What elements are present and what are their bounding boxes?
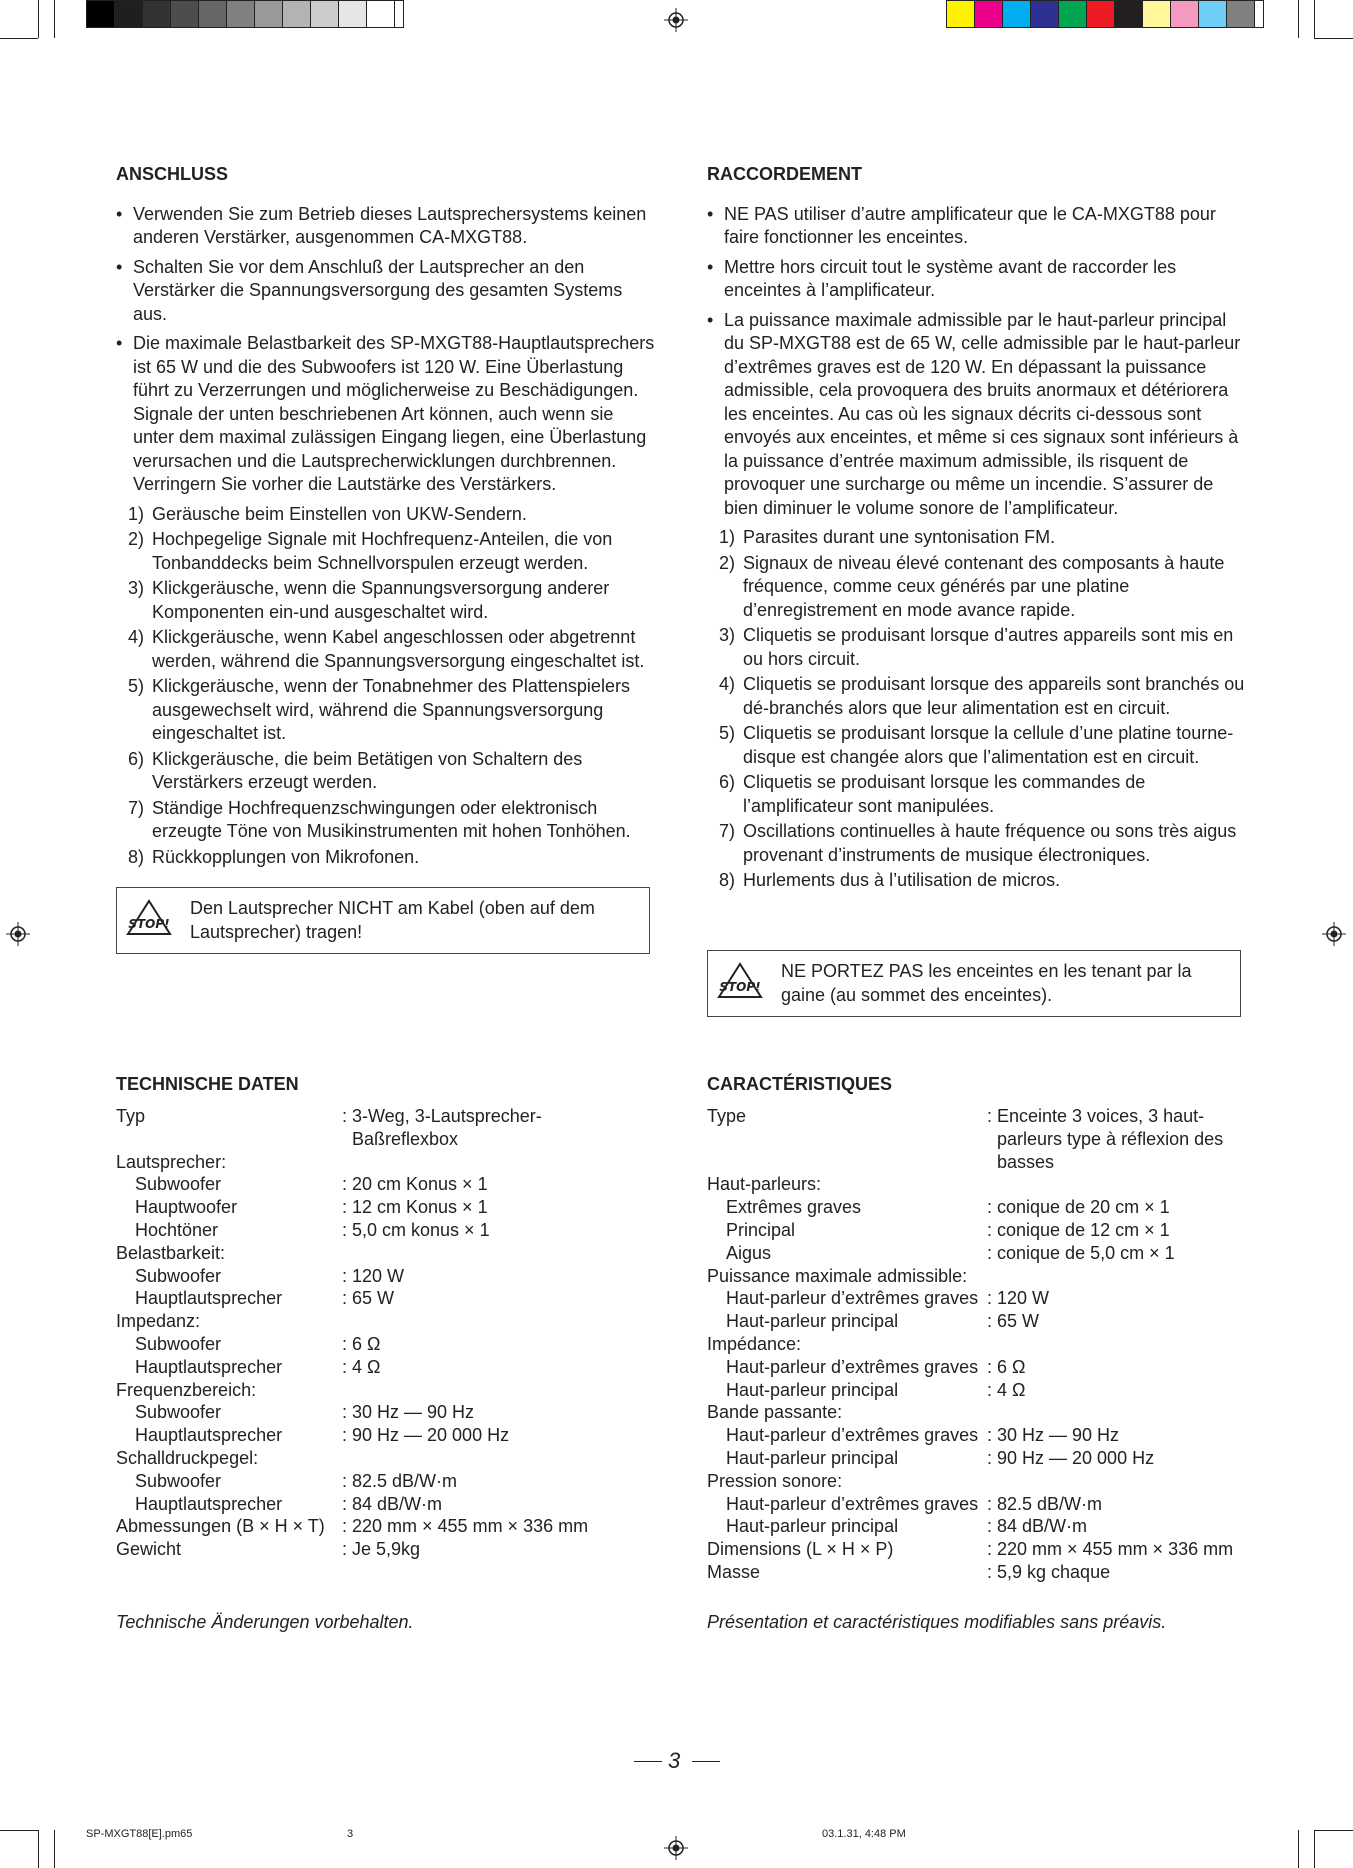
spec-colon: : bbox=[987, 1539, 993, 1560]
spec-row bbox=[707, 1561, 1233, 1584]
spec-label: Bande passante: bbox=[707, 1402, 843, 1423]
spec-colon: : bbox=[342, 1288, 348, 1309]
color-swatch bbox=[1143, 1, 1171, 27]
spec-row bbox=[116, 1538, 588, 1561]
color-swatch bbox=[1199, 1, 1227, 27]
de-connection-section bbox=[116, 163, 656, 871]
spec-label: Frequenzbereich: bbox=[116, 1379, 257, 1400]
spec-label: Belastbarkeit: bbox=[116, 1242, 226, 1263]
fr-specs-section bbox=[707, 1074, 1247, 1584]
de-caution-text: Den Lautsprecher NICHT am Kabel (oben auf dem Lautsprecher) tragen! bbox=[190, 898, 595, 942]
spec-label: Haut-parleur principal bbox=[726, 1311, 899, 1332]
spec-colon bbox=[987, 1333, 997, 1356]
spec-label: Haut-parleur d’extrêmes graves bbox=[726, 1493, 979, 1514]
bullet-item: • NE PAS utiliser d’autre amplificateur que le CA-MXGT88 pour faire fonctionner les enceintes. bbox=[707, 203, 1247, 250]
color-swatch bbox=[1227, 1, 1255, 27]
spec-row bbox=[116, 1219, 588, 1242]
spec-value: 84 dB/W·m bbox=[997, 1516, 1088, 1537]
fr-connection-bullets bbox=[707, 203, 1247, 521]
fr-connection-heading: RACCORDEMENT bbox=[707, 164, 862, 184]
spec-value bbox=[352, 1151, 588, 1174]
de-connection-bullets bbox=[116, 203, 656, 497]
spec-label: Haut-parleurs: bbox=[707, 1174, 822, 1195]
color-swatch bbox=[1003, 1, 1031, 27]
fr-caution-text: NE PORTEZ PAS les enceintes en les tenant par la gaine (au sommet des enceintes). bbox=[781, 961, 1192, 1005]
spec-row bbox=[116, 1356, 588, 1379]
spec-row bbox=[707, 1401, 1233, 1424]
spec-label: Impedanz: bbox=[116, 1311, 201, 1332]
spec-label: Haut-parleur principal bbox=[726, 1447, 899, 1468]
spec-colon: : bbox=[987, 1447, 993, 1468]
fr-signal-list bbox=[707, 526, 1247, 893]
list-item: 4) Cliquetis se produisant lorsque des appareils sont branchés ou dé-branchés alors que leur alimentation est en circuit. bbox=[719, 674, 1245, 718]
spec-value: Je 5,9kg bbox=[352, 1539, 421, 1560]
crop-mark bbox=[1314, 1830, 1353, 1831]
spec-label: Haut-parleur d’extrêmes graves bbox=[726, 1425, 979, 1446]
color-swatch bbox=[367, 1, 395, 27]
spec-row bbox=[116, 1196, 588, 1219]
crop-mark bbox=[1314, 38, 1353, 39]
spec-value: 90 Hz — 20 000 Hz bbox=[997, 1447, 1155, 1468]
spec-value: 3-Weg, 3-Lautsprecher- Baßreflexbox bbox=[352, 1106, 542, 1149]
bullet-item: • Schalten Sie vor dem Anschluß der Lautsprecher an den Verstärker die Spannungsversorgung des gesamten Systems aus. bbox=[116, 256, 656, 327]
spec-label: Haut-parleur d’extrêmes graves bbox=[726, 1356, 979, 1377]
spec-row bbox=[707, 1333, 1233, 1356]
footer-page: 3 bbox=[347, 1828, 354, 1840]
spec-row bbox=[116, 1424, 588, 1447]
spec-colon: : bbox=[987, 1425, 993, 1446]
spec-colon bbox=[342, 1447, 352, 1470]
svg-text:STOP!: STOP! bbox=[719, 980, 761, 994]
color-swatch bbox=[339, 1, 367, 27]
spec-colon bbox=[987, 1401, 997, 1424]
registration-mark-icon bbox=[6, 922, 30, 946]
registration-mark-icon bbox=[664, 1836, 688, 1860]
spec-colon bbox=[987, 1265, 997, 1288]
spec-label: Schalldruckpegel: bbox=[116, 1447, 259, 1468]
color-swatch bbox=[1115, 1, 1143, 27]
spec-value: 82.5 dB/W·m bbox=[352, 1470, 458, 1491]
spec-label: Hauptwoofer bbox=[135, 1197, 238, 1218]
spec-colon bbox=[987, 1470, 997, 1493]
spec-row bbox=[707, 1447, 1233, 1470]
grayscale-bar bbox=[86, 0, 404, 28]
spec-row bbox=[707, 1265, 1233, 1288]
spec-label: Impédance: bbox=[707, 1333, 802, 1354]
spec-colon: : bbox=[342, 1493, 348, 1514]
spec-label: Extrêmes graves bbox=[726, 1197, 862, 1218]
color-swatch bbox=[227, 1, 255, 27]
color-swatch bbox=[1171, 1, 1199, 27]
spec-colon: : bbox=[342, 1265, 348, 1286]
bullet-item: • Die maximale Belastbarkeit des SP-MXGT88-Hauptlautsprechers ist 65 W und die des Subwoofers ist 120 W. Eine Überlastung führt zu Verzerrungen und möglicherweise zu Beschädigungen. Signale der unten beschriebenen Art können, auch wenn sie unter dem maximal zulässigen Eingang liegen, eine Überlastung verursachen und die Lautsprecherwicklungen durchbrennen. Verringern Sie vorher die Lautstärke des Verstärkers. bbox=[116, 332, 656, 497]
crop-mark bbox=[54, 1830, 55, 1868]
fr-specs-table bbox=[707, 1105, 1233, 1584]
footer-date: 03.1.31, 4:48 PM bbox=[822, 1828, 906, 1840]
color-swatch bbox=[311, 1, 339, 27]
spec-value bbox=[997, 1470, 1233, 1493]
spec-value: 120 W bbox=[997, 1288, 1050, 1309]
fr-specs-footnote: Présentation et caractéristiques modifiables sans préavis. bbox=[707, 1612, 1167, 1632]
spec-colon bbox=[987, 1173, 997, 1196]
spec-label: Principal bbox=[726, 1219, 796, 1240]
spec-label: Type bbox=[707, 1106, 747, 1126]
de-specs-section bbox=[116, 1074, 656, 1561]
spec-label: Dimensions (L × H × P) bbox=[707, 1539, 894, 1560]
spec-label: Hauptlautsprecher bbox=[135, 1288, 283, 1309]
spec-row bbox=[707, 1538, 1233, 1561]
spec-row bbox=[116, 1310, 588, 1333]
spec-row bbox=[116, 1493, 588, 1516]
spec-row bbox=[707, 1515, 1233, 1538]
spec-label: Hauptlautsprecher bbox=[135, 1356, 283, 1377]
fr-caution-box bbox=[707, 950, 1241, 1017]
color-swatch bbox=[1087, 1, 1115, 27]
spec-colon: : bbox=[342, 1356, 348, 1377]
spec-colon: : bbox=[342, 1425, 348, 1446]
stop-warning-icon bbox=[123, 898, 179, 938]
color-swatch bbox=[87, 1, 115, 27]
spec-value bbox=[352, 1447, 588, 1470]
spec-value bbox=[997, 1265, 1233, 1288]
color-bar bbox=[946, 0, 1264, 28]
spec-row bbox=[707, 1173, 1233, 1196]
spec-label: Hauptlautsprecher bbox=[135, 1493, 283, 1514]
spec-row bbox=[116, 1242, 588, 1265]
de-caution-box bbox=[116, 887, 650, 954]
spec-label: Lautsprecher: bbox=[116, 1151, 227, 1172]
spec-row bbox=[116, 1265, 588, 1288]
spec-colon: : bbox=[987, 1197, 993, 1218]
spec-row bbox=[707, 1493, 1233, 1516]
spec-colon: : bbox=[342, 1174, 348, 1195]
color-swatch bbox=[1059, 1, 1087, 27]
crop-mark bbox=[1314, 0, 1315, 38]
list-item: 2) Signaux de niveau élevé contenant des composants à haute fréquence, comme ceux générés par une platine d’enregistrement en mode avance rapide. bbox=[719, 552, 1225, 620]
spec-colon: : bbox=[987, 1288, 993, 1309]
spec-row bbox=[707, 1219, 1233, 1242]
bullet-item: • La puissance maximale admissible par le haut-parleur principal du SP-MXGT88 est de 65 W, celle admissible par le haut-parleur d’extrêmes graves est de 120 W. En dépassant la puissance admissible, cela provoquera des bruits anormaux et détériorera les enceintes. Au cas où les signaux décrits ci-dessous sont envoyés aux enceintes, et même si ces signaux sont inférieurs à la puissance d’entrée maximum admissible, ils risquent de provoquer une surcharge ou même un incendie. S’assurer de bien diminuer le volume sonore de l’amplificateur. bbox=[707, 309, 1247, 521]
spec-value: 90 Hz — 20 000 Hz bbox=[352, 1425, 510, 1446]
spec-value bbox=[352, 1242, 588, 1265]
spec-value: 6 Ω bbox=[997, 1356, 1026, 1377]
spec-label: Gewicht bbox=[116, 1539, 182, 1560]
spec-label: Hauptlautsprecher bbox=[135, 1425, 283, 1446]
spec-label: Hochtöner bbox=[135, 1219, 219, 1240]
crop-mark bbox=[1298, 0, 1299, 38]
spec-colon: : bbox=[342, 1219, 348, 1240]
spec-row bbox=[707, 1379, 1233, 1402]
spec-value bbox=[997, 1401, 1233, 1424]
spec-value: Enceinte 3 voices, 3 haut- parleurs type à réflexion des basses bbox=[997, 1106, 1224, 1172]
color-swatch bbox=[1031, 1, 1059, 27]
de-connection-heading: ANSCHLUSS bbox=[116, 164, 229, 184]
list-item: 3) Cliquetis se produisant lorsque d’autres appareils sont mis en ou hors circuit. bbox=[719, 625, 1234, 669]
spec-label: Aigus bbox=[726, 1242, 772, 1263]
spec-value: conique de 5,0 cm × 1 bbox=[997, 1242, 1175, 1263]
color-swatch bbox=[143, 1, 171, 27]
spec-value: 82.5 dB/W·m bbox=[997, 1493, 1103, 1514]
list-item: 6) Klickgeräusche, die beim Betätigen von Schaltern des Verstärkers erzeugt werden. bbox=[128, 748, 583, 792]
spec-row bbox=[116, 1379, 588, 1402]
crop-mark bbox=[1314, 1830, 1315, 1868]
spec-value bbox=[352, 1310, 588, 1333]
spec-value: 5,0 cm konus × 1 bbox=[352, 1219, 490, 1240]
spec-value: 30 Hz — 90 Hz bbox=[352, 1402, 475, 1423]
spec-row bbox=[707, 1287, 1233, 1310]
stop-warning-icon bbox=[714, 961, 770, 1001]
crop-mark bbox=[54, 0, 55, 38]
list-item: 4) Klickgeräusche, wenn Kabel angeschlossen oder abgetrennt werden, während die Spannungsversorgung eingeschaltet ist. bbox=[128, 627, 645, 671]
de-specs-footnote: Technische Änderungen vorbehalten. bbox=[116, 1612, 414, 1632]
list-item: 5) Cliquetis se produisant lorsque la cellule d’une platine tourne-disque est changée alors que l’alimentation est en circuit. bbox=[719, 723, 1234, 767]
spec-row bbox=[707, 1242, 1233, 1265]
spec-colon: : bbox=[342, 1106, 348, 1126]
spec-colon: : bbox=[987, 1311, 993, 1332]
list-item: 1) Parasites durant une syntonisation FM. bbox=[719, 527, 1056, 547]
spec-label: Masse bbox=[707, 1561, 761, 1582]
crop-mark bbox=[1298, 1830, 1299, 1868]
spec-colon: : bbox=[987, 1516, 993, 1537]
spec-row bbox=[116, 1287, 588, 1310]
spec-value: 4 Ω bbox=[997, 1379, 1026, 1400]
spec-label: Abmessungen (B × H × T) bbox=[116, 1516, 325, 1537]
color-swatch bbox=[171, 1, 199, 27]
spec-row bbox=[707, 1356, 1233, 1379]
spec-value: 12 cm Konus × 1 bbox=[352, 1197, 488, 1218]
list-item: 2) Hochpegelige Signale mit Hochfrequenz-Anteilen, die von Tonbanddecks beim Schnellvorspulen erzeugt werden. bbox=[128, 529, 613, 573]
spec-value: 65 W bbox=[352, 1288, 395, 1309]
color-swatch bbox=[283, 1, 311, 27]
spec-value: 120 W bbox=[352, 1265, 405, 1286]
spec-value: 20 cm Konus × 1 bbox=[352, 1174, 488, 1195]
spec-label: Typ bbox=[116, 1106, 146, 1126]
spec-label: Haut-parleur principal bbox=[726, 1516, 899, 1537]
spec-value: 30 Hz — 90 Hz bbox=[997, 1425, 1120, 1446]
spec-value bbox=[997, 1173, 1233, 1196]
spec-colon bbox=[342, 1242, 352, 1265]
spec-colon: : bbox=[342, 1197, 348, 1218]
spec-value bbox=[352, 1379, 588, 1402]
spec-value: 220 mm × 455 mm × 336 mm bbox=[352, 1516, 589, 1537]
spec-label: Haut-parleur d’extrêmes graves bbox=[726, 1288, 979, 1309]
spec-label: Subwoofer bbox=[135, 1265, 222, 1286]
spec-row bbox=[116, 1173, 588, 1196]
spec-colon: : bbox=[342, 1516, 348, 1537]
spec-colon: : bbox=[987, 1493, 993, 1514]
spec-colon: : bbox=[987, 1356, 993, 1377]
de-specs-table bbox=[116, 1105, 588, 1561]
spec-colon: : bbox=[342, 1333, 348, 1354]
spec-value: 65 W bbox=[997, 1311, 1040, 1332]
spec-value: conique de 12 cm × 1 bbox=[997, 1219, 1170, 1240]
spec-label: Subwoofer bbox=[135, 1333, 222, 1354]
spec-row bbox=[707, 1424, 1233, 1447]
spec-colon: : bbox=[342, 1470, 348, 1491]
spec-row bbox=[116, 1333, 588, 1356]
list-item: 7) Ständige Hochfrequenzschwingungen oder elektronisch erzeugte Töne von Musikinstrumenten mit hohen Tonhöhen. bbox=[128, 797, 631, 841]
spec-label: Pression sonore: bbox=[707, 1470, 843, 1491]
spec-label: Subwoofer bbox=[135, 1402, 222, 1423]
page-number: 3 bbox=[634, 1748, 720, 1774]
list-item: 8) Hurlements dus à l’utilisation de micros. bbox=[719, 870, 1061, 890]
spec-value: 5,9 kg chaque bbox=[997, 1561, 1111, 1582]
list-item: 7) Oscillations continuelles à haute fréquence ou sons très aigus provenant d’instruments de musique électroniques. bbox=[719, 821, 1237, 865]
spec-colon: : bbox=[987, 1379, 993, 1400]
spec-colon: : bbox=[342, 1539, 348, 1560]
color-swatch bbox=[199, 1, 227, 27]
spec-row bbox=[116, 1105, 588, 1151]
spec-label: Haut-parleur principal bbox=[726, 1379, 899, 1400]
spec-row bbox=[707, 1196, 1233, 1219]
color-swatch bbox=[975, 1, 1003, 27]
list-item: 5) Klickgeräusche, wenn der Tonabnehmer des Plattenspielers ausgewechselt wird, während die Spannungsversorgung eingeschaltet ist. bbox=[128, 676, 630, 743]
color-swatch bbox=[947, 1, 975, 27]
spec-colon: : bbox=[987, 1561, 993, 1582]
spec-value: conique de 20 cm × 1 bbox=[997, 1197, 1170, 1218]
bullet-item: • Mettre hors circuit tout le système avant de raccorder les enceintes à l’amplificateur. bbox=[707, 256, 1247, 303]
spec-label: Puissance maximale admissible: bbox=[707, 1265, 968, 1286]
registration-mark-icon bbox=[664, 8, 688, 32]
spec-row bbox=[116, 1470, 588, 1493]
crop-mark bbox=[38, 0, 39, 38]
svg-text:STOP!: STOP! bbox=[128, 917, 170, 931]
spec-label: Subwoofer bbox=[135, 1470, 222, 1491]
color-swatch bbox=[115, 1, 143, 27]
bullet-item: • Verwenden Sie zum Betrieb dieses Lautsprechersystems keinen anderen Verstärker, ausgenommen CA-MXGT88. bbox=[116, 203, 656, 250]
spec-value: 4 Ω bbox=[352, 1356, 381, 1377]
crop-mark bbox=[38, 1830, 39, 1868]
spec-colon bbox=[342, 1151, 352, 1174]
list-item: 3) Klickgeräusche, wenn die Spannungsversorgung anderer Komponenten ein-und ausgeschaltet wird. bbox=[128, 578, 610, 622]
spec-colon: : bbox=[987, 1242, 993, 1263]
de-specs-heading: TECHNISCHE DATEN bbox=[116, 1074, 299, 1094]
footer-filename: SP-MXGT88[E].pm65 bbox=[86, 1828, 193, 1840]
spec-colon: : bbox=[987, 1106, 993, 1126]
list-item: 8) Rückkopplungen von Mikrofonen. bbox=[128, 846, 420, 867]
spec-row bbox=[116, 1401, 588, 1424]
spec-value: 6 Ω bbox=[352, 1333, 381, 1354]
spec-row bbox=[116, 1447, 588, 1470]
de-signal-list bbox=[116, 503, 656, 870]
spec-value: 84 dB/W·m bbox=[352, 1493, 443, 1514]
spec-row bbox=[707, 1105, 1233, 1173]
spec-colon: : bbox=[342, 1402, 348, 1423]
spec-colon bbox=[342, 1379, 352, 1402]
crop-mark bbox=[0, 1830, 38, 1831]
spec-row bbox=[707, 1310, 1233, 1333]
crop-mark bbox=[0, 38, 38, 39]
spec-row bbox=[116, 1515, 588, 1538]
spec-row bbox=[707, 1470, 1233, 1493]
fr-connection-section bbox=[707, 163, 1247, 895]
color-swatch bbox=[255, 1, 283, 27]
spec-colon bbox=[342, 1310, 352, 1333]
registration-mark-icon bbox=[1322, 922, 1346, 946]
list-item: 6) Cliquetis se produisant lorsque les commandes de l’amplificateur sont manipulées. bbox=[719, 772, 1146, 816]
spec-value bbox=[997, 1333, 1233, 1356]
spec-row bbox=[116, 1151, 588, 1174]
list-item: 1) Geräusche beim Einstellen von UKW-Sendern. bbox=[128, 503, 527, 524]
spec-value: 220 mm × 455 mm × 336 mm bbox=[997, 1539, 1234, 1560]
spec-label: Subwoofer bbox=[135, 1174, 222, 1195]
spec-colon: : bbox=[987, 1219, 993, 1240]
fr-specs-heading: CARACTÉRISTIQUES bbox=[707, 1074, 893, 1094]
